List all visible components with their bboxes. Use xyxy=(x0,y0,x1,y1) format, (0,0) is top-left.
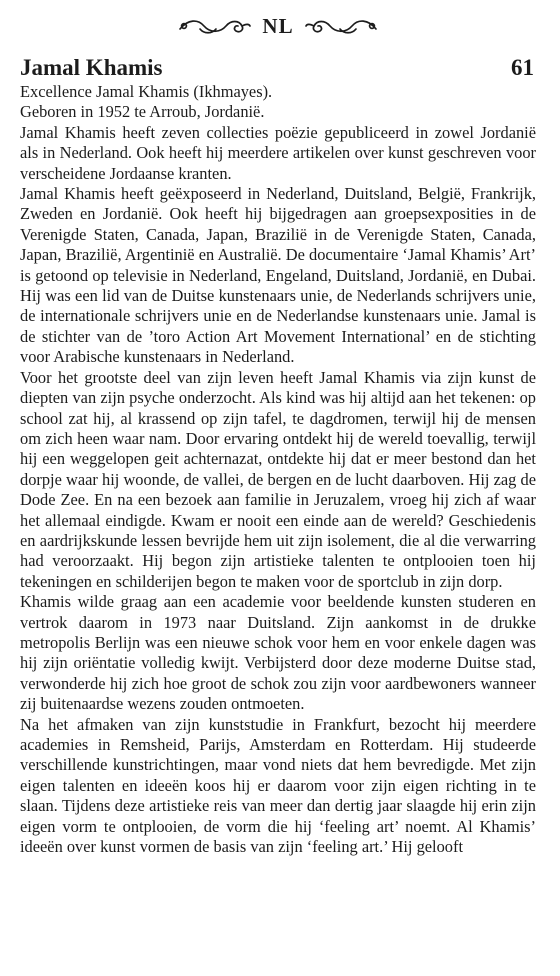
paragraph-studies: Na het afmaken van zijn kunststudie in Frankfurt, bezocht hij meerdere academies in Remsheid, Parijs, Amsterdam en Rotterdam. Hij studeerde verschillende kunstrichtingen, maar vond niets dat hem bevredigde. Met zijn eigen talenten en ideeën koos hij er daarom voor zijn eigen richting in te slaan. Tijdens deze artistieke reis van meer dan dertig jaar slaagde hij erin zijn eigen vorm te ontplooien, de vorm die hij ‘feeling art’ noemt. Al Khamis’ ideeën over kunst vormen de basis van zijn ‘feeling art.’ Hij gelooft xyxy=(20,714,536,857)
left-flourish-ornament xyxy=(176,15,252,37)
paragraph-birth: Geboren in 1952 te Arroub, Jordanië. xyxy=(20,102,265,122)
language-label: NL xyxy=(262,13,294,38)
paragraph-publications: Jamal Khamis heeft zeven collecties poëzie gepubliceerd in zowel Jordanië als in Nederland. Ook heeft hij meerdere artikelen over kunst geschreven voor verscheidene Jordaanse kranten. xyxy=(20,122,536,183)
paragraph-childhood: Voor het grootste deel van zijn leven heeft Jamal Khamis via zijn kunst de diepten van zijn psyche onderzocht. Als kind was hij altijd aan het tekenen: op school zat hij, al krassend op zijn tafel, te dagdromen, terwijl hij de mensen om zich heen waar nam. Door ervaring ontdekt hij de wereld toevallig, terwijl hij een weggelopen geit achternazat, ontdekte hij dat er meer bestond dan het dorpje waar hij woonde, de vallei, de bergen en de lucht daarboven. Hij zag de Dode Zee. En na een bezoek aan familie in Jeruzalem, vroeg hij zich af waar het allemaal eindigde. Kwam er nooit een einde aan de wereld? Geschiedenis en aardrijkskunde lessen bevrijde hem uit zijn isolement, die al die verwarring had veroorzaakt. Hij begon zijn artistieke talenten te ontplooien toen hij tekeningen en schilderijen begon te maken voor de sportclub in zijn dorp. xyxy=(20,367,536,591)
article-title: Jamal Khamis xyxy=(20,55,163,80)
paragraph-subtitle: Excellence Jamal Khamis (Ikhmayes). xyxy=(20,82,273,101)
title-row xyxy=(20,54,536,82)
page-number: 61 xyxy=(511,55,534,80)
right-flourish-ornament xyxy=(304,15,380,37)
page-header xyxy=(20,0,536,52)
article-body xyxy=(20,82,536,857)
paragraph-exhibitions: Jamal Khamis heeft geëxposeerd in Nederland, Duitsland, België, Frankrijk, Zweden en Jordanië. Ook heeft hij bijgedragen aan groepsexposities in de Verenigde Staten, Canada, Japan, Brazilië in de Verenigde Staten, Canada, Japan, Brazilië, Argentinië en Australië. De documentaire ‘Jamal Khamis’ Art’ is getoond op televisie in Nederland, Engeland, Duitsland, Jordanië, en Dubai. Hij was een lid van de Duitse kunstenaars unie, de Nederlands schrijvers unie, de internationale schrijvers unie en de Nederlandse kunstenaars unie. Jamal is de stichter van de ’toro Action Art Movement International’ en de stichting voor Arabische kunstenaars in Nederland. xyxy=(20,184,536,367)
paragraph-germany: Khamis wilde graag aan een academie voor beeldende kunsten studeren en vertrok daarom in 1973 naar Duitsland. Zijn aankomst in de drukke metropolis Berlijn was een nieuwe schok voor hem en voor enkele dagen was hij zijn oriëntatie volledig kwijt. Verbijsterd door deze moderne Duitse stad, verwonderde hij zich hoe groot de schok zou zijn voor aardbewoners wanneer zij buitenaardse wezens zouden ontmoeten. xyxy=(20,592,536,714)
